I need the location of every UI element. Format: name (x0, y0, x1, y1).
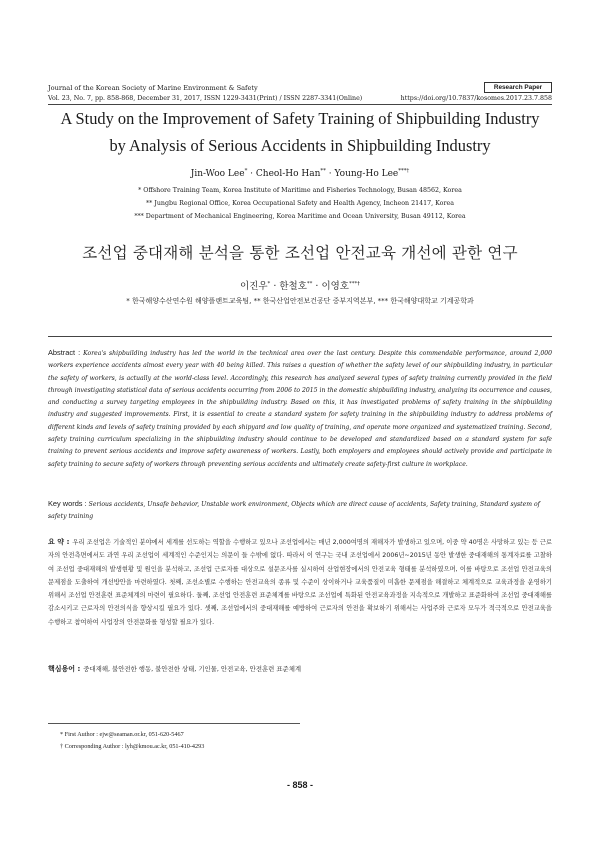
korean-keywords-text: 중대재해, 불안전한 행동, 불안전한 상태, 기인물, 안전교육, 안전훈련 표준체계 (83, 665, 302, 673)
korean-author-3: 이영호 (321, 281, 349, 292)
abstract-top-rule (48, 336, 552, 337)
affiliation-1: * Offshore Training Team, Korea Institute of Maritime and Fisheries Technology, Busan 48562, Korea (138, 187, 462, 194)
keywords (48, 498, 552, 524)
title-line-1: A Study on the Improvement of Safety Training of Shipbuilding Industry (60, 109, 540, 128)
author-separator: · (247, 169, 256, 179)
korean-keywords-label: 핵심용어 : (48, 665, 81, 673)
author-1: Jin-Woo Lee (190, 169, 245, 179)
footnote-rule (48, 723, 300, 724)
author-3: Young-Ho Lee (334, 169, 399, 179)
footnote-corresponding-author: † Corresponding Author : lyh@kmou.ac.kr, 051-410-4293 (60, 743, 205, 750)
author-2-mark: ** (320, 168, 326, 174)
abstract-text: Korea's shipbuilding industry has led the world in the technical area over the last century. Despite this commendable performance, around 2,000 workers experience accidents almost every year with 40 being killed. This raises a question of whether the safety level of our shipbuilding industry, in particular the safety of workers, is actually at the world-class level. Accordingly, this research has analyzed several types of safety training currently provided in the field through investigating statistical data of serious accidents occurring from 2006 to 2015 in the domestic shipbuilding industry, analyzing its occurrence and causes, and conducting a survey targeting employees in the shipbuilding industry. Based on this, it has investigated problems of safety training in the shipbuilding industry and suggested improvements. First, it is essential to create a standard system for safety training in the shipbuilding industry to address problems of different kinds and levels of safety training provided by each shipyard and low quality of training, and operate more organized and systematized training. Second, safety training curriculum specializing in the shipbuilding industry should continue to be developed and standardized based on a standard system for safe training to prevent serious accidents and improve safety awareness of workers. Lastly, both employers and employees should actively provide and participate in safety training to secure safety of workers through preventing serious accidents and ultimately create safety-first culture in workplace. (48, 350, 552, 468)
korean-author-2: 한철호 (279, 281, 307, 292)
author-1-mark: * (244, 168, 248, 174)
korean-author-3-mark: ***† (348, 280, 360, 287)
korean-author-separator: · (312, 281, 322, 292)
abstract (48, 347, 552, 471)
volume-line: Vol. 23, No. 7, pp. 858-868, December 31, 2017, ISSN 1229-3431(Print) / ISSN 2287-3341(Online) (48, 95, 363, 102)
affiliation-3: *** Department of Mechanical Engineering, Korea Maritime and Ocean University, Busan 49112, Korea (134, 213, 466, 220)
korean-abstract-text: 우리 조선업은 기술적인 분야에서 세계를 선도하는 역할을 수행하고 있으나 조선업에서는 매년 2,000여명의 재해자가 발생하고 있으며, 이중 약 40명은 사망하고 있는 등 근로자의 안전측면에서도 과연 우리 조선업이 세계적인 수준인지는 의문이 들 수밖에 없다. 따라서 이 연구는 국내 조선업에서 2006년~2015년 동안 발생한 중대재해의 통계자료를 고찰하여 조선업 중대재해의 발생현황 및 원인을 분석하고, 조선업 근로자를 대상으로 설문조사를 실시하여 산업현장에서의 안전교육 형태를 분석하였으며, 이를 바탕으로 조선업 안전교육의 문제점을 도출하여 개선방안을 마련하였다. 첫째, 조선소별로 수행하는 안전교육의 종류 및 수준이 상이하거나 교육품질이 미흡한 문제점을 해결하고 체계적으로 교육과정을 운영하기 위해서 조선업 안전훈련 표준체계의 마련이 필요하다. 둘째, 조선업 안전훈련 표준체계를 바탕으로 조선업에 특화된 안전교육과정을 지속적으로 개발하고 표준화하여 조선업 중대재해를 감소시키고 근로자의 안전의식을 향상시킬 필요가 있다. 셋째, 조선업에서의 중대재해를 예방하여 근로자의 안전을 확보하기 위해서는 사업주와 근로자 모두가 적극적으로 안전교육을 수행하고 참여하여 사업장의 안전문화를 형성할 필요가 있다. (48, 539, 552, 626)
korean-title: 조선업 중대재해 분석을 통한 조선업 안전교육 개선에 관한 연구 (82, 244, 518, 262)
korean-author-1-mark: * (267, 280, 271, 287)
author-3-mark: ***† (398, 168, 410, 174)
korean-abstract (48, 536, 552, 629)
korean-abstract-label: 요 약 : (48, 538, 70, 546)
author-2: Cheol-Ho Han (255, 169, 321, 179)
korean-author-2-mark: ** (306, 280, 313, 287)
footnote-first-author: * First Author : ejw@seaman.or.kr, 051-620-5467 (60, 731, 184, 738)
korean-affiliation: * 한국해양수산연수원 해양플랜트교육팀, ** 한국산업안전보건공단 중부지역본부, *** 한국해양대학교 기계공학과 (126, 297, 474, 305)
affiliation-2: ** Jungbu Regional Office, Korea Occupational Safety and Health Agency, Incheon 21417, Korea (146, 200, 454, 207)
korean-author-separator: · (270, 281, 280, 292)
author-separator: · (325, 169, 335, 179)
article-type-badge: Research Paper (484, 82, 552, 93)
title-line-2: by Analysis of Serious Accidents in Shipbuilding Industry (109, 136, 491, 155)
abstract-label: Abstract : (48, 348, 84, 357)
paper-title (30, 105, 570, 159)
keywords-label: Key words : (48, 499, 89, 508)
keywords-text: Serious accidents, Unsafe behavior, Unstable work environment, Objects which are direct cause of accidents, Safety training, Standard system of safety training (48, 501, 540, 521)
doi-link[interactable]: https://doi.org/10.7837/kosomes.2017.23.7.858 (400, 95, 552, 102)
korean-keywords (48, 664, 552, 674)
page-number: - 858 - (286, 780, 313, 790)
journal-name: Journal of the Korean Society of Marine Environment & Safety (48, 84, 258, 92)
author-list (30, 168, 570, 179)
korean-author-list (30, 278, 570, 292)
korean-author-1: 이진우 (240, 281, 268, 292)
